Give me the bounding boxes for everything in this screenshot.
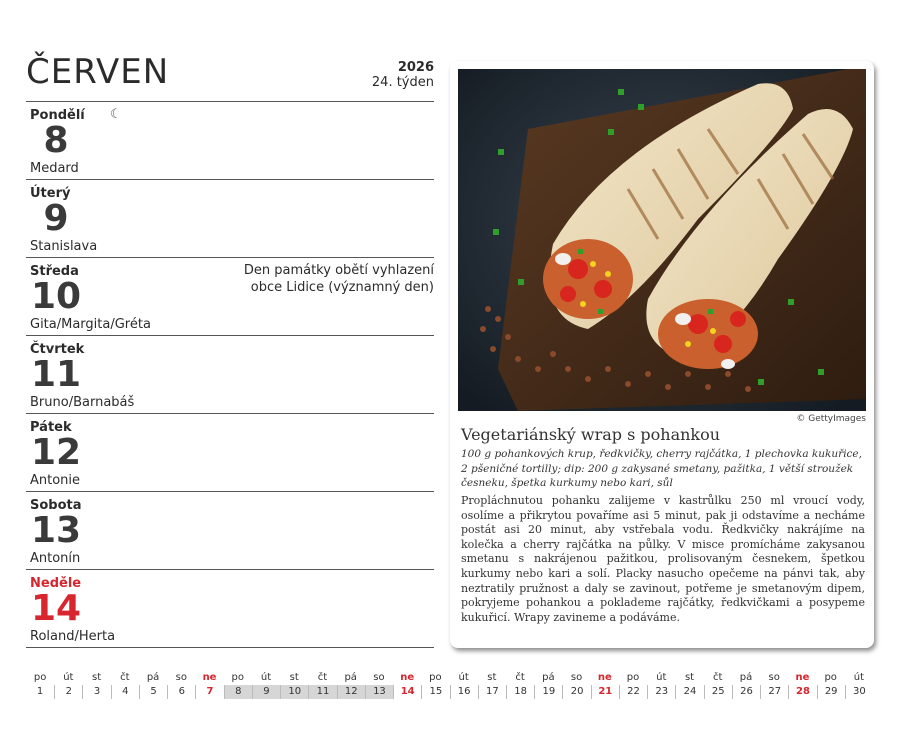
- day-name: Středa: [30, 264, 79, 279]
- mini-calendar-date: 26: [732, 685, 760, 699]
- nameday: Bruno/Barnabáš: [30, 395, 135, 410]
- mini-calendar-date: 10: [280, 685, 308, 699]
- mini-calendar-day: [562, 671, 590, 701]
- recipe-photo: [458, 69, 866, 411]
- mini-calendar-date: 30: [845, 685, 873, 699]
- day-row-wednesday: [26, 257, 434, 335]
- mini-calendar-weekday: st: [92, 672, 102, 683]
- nameday: Gita/Margita/Gréta: [30, 317, 151, 332]
- mini-calendar-date: 29: [817, 685, 845, 699]
- month-title: ČERVEN: [26, 52, 170, 92]
- mini-calendar-weekday: ne: [202, 672, 217, 683]
- mini-calendar-date: 18: [506, 685, 534, 699]
- recipe-ingredients: 100 g pohankových krup, ředkvičky, cherry rajčátka, 1 plechovka kukuřice, 2 pšeničné tortilly; dip: 200 g zakysané smetany, pažitka, 1 větší stroužek česneku, špetka kurkumy nebo kari, sůl: [461, 448, 862, 489]
- mini-calendar-date: 15: [421, 685, 449, 699]
- mini-calendar-day: [26, 671, 54, 701]
- day-list: [26, 101, 434, 647]
- mini-calendar-weekday: út: [656, 672, 667, 683]
- nameday: Antonín: [30, 551, 81, 566]
- mini-calendar-weekday: čt: [120, 672, 130, 683]
- mini-calendar-weekday: st: [289, 672, 299, 683]
- day-row-sunday: [26, 569, 434, 647]
- nameday: Medard: [30, 161, 79, 176]
- mini-calendar-date: 11: [308, 685, 336, 699]
- day-row-monday: [26, 101, 434, 179]
- mini-calendar-date: 12: [337, 685, 365, 699]
- mini-calendar-day: [111, 671, 139, 701]
- recipe-card: [450, 61, 874, 648]
- mini-calendar-date: 7: [195, 685, 223, 699]
- mini-calendar: [26, 671, 873, 701]
- mini-calendar-weekday: st: [487, 672, 497, 683]
- mini-calendar-weekday: so: [373, 672, 385, 683]
- mini-calendar-day: [845, 671, 873, 701]
- mini-calendar-day: [252, 671, 280, 701]
- mini-calendar-day: [82, 671, 110, 701]
- day-number: 12: [30, 432, 82, 473]
- day-row-thursday: [26, 335, 434, 413]
- mini-calendar-day: [280, 671, 308, 701]
- mini-calendar-day: [478, 671, 506, 701]
- mini-calendar-day: [421, 671, 449, 701]
- mini-calendar-date: 27: [760, 685, 788, 699]
- nameday: Stanislava: [30, 239, 98, 254]
- year-label: 2026: [397, 60, 434, 75]
- mini-calendar-date: 14: [393, 685, 421, 699]
- day-number: 14: [30, 588, 82, 629]
- mini-calendar-day: [506, 671, 534, 701]
- day-number: 10: [30, 276, 82, 317]
- mini-calendar-day: [534, 671, 562, 701]
- day-name: Pátek: [30, 420, 72, 435]
- mini-calendar-day: [732, 671, 760, 701]
- mini-calendar-weekday: ne: [795, 672, 810, 683]
- moon-phase-icon: ☾: [110, 107, 122, 122]
- divider: [26, 647, 434, 648]
- mini-calendar-date: 3: [82, 685, 110, 699]
- mini-calendar-day: [591, 671, 619, 701]
- day-number: 13: [30, 510, 82, 551]
- photo-credit: © GettyImages: [796, 414, 866, 424]
- mini-calendar-weekday: út: [63, 672, 74, 683]
- mini-calendar-date: 28: [788, 685, 816, 699]
- mini-calendar-day: [167, 671, 195, 701]
- recipe-method: Propláchnutou pohanku zalijeme v kastrůlku 250 ml vroucí vody, osolíme a přikrytou povaříme asi 5 minut, pak ji odstavíme a necháme postát asi 20 minut, aby vstřebala vodu. Ředkvičky nakrájíme na kolečka a cherry rajčátka na půlky. V misce promícháme zakysanou smetanu s nakrájenou pažitkou, prolisovaným česnekem, špetkou kurkumy nebo kari a solí. Placky nasucho opečeme na pánvi tak, aby neztratily pružnost a daly se zavinout, potřeme je smetanovým dipem, pokryjeme pohankou a poklademe rajčátky, ředkvičkami a posypeme kukuřicí. Wrapy zavineme a podáváme.: [461, 494, 865, 624]
- mini-calendar-weekday: út: [458, 672, 469, 683]
- mini-calendar-date: 23: [647, 685, 675, 699]
- day-row-tuesday: [26, 179, 434, 257]
- mini-calendar-date: 19: [534, 685, 562, 699]
- day-name: Úterý: [30, 186, 71, 201]
- mini-calendar-day: [195, 671, 223, 701]
- mini-calendar-weekday: út: [853, 672, 865, 683]
- mini-calendar-date: 2: [54, 685, 82, 699]
- mini-calendar-day: [647, 671, 675, 701]
- mini-calendar-weekday: čt: [317, 672, 328, 683]
- day-name: Čtvrtek: [30, 342, 85, 357]
- mini-calendar-weekday: po: [33, 672, 47, 683]
- mini-calendar-weekday: čt: [515, 672, 525, 683]
- day-number: 11: [30, 354, 82, 395]
- mini-calendar-weekday: pá: [542, 672, 555, 683]
- mini-calendar-weekday: so: [768, 672, 780, 683]
- mini-calendar-weekday: po: [429, 672, 442, 683]
- mini-calendar-date: 8: [224, 685, 252, 699]
- mini-calendar-weekday: so: [175, 672, 187, 683]
- mini-calendar-date: 1: [36, 686, 44, 697]
- mini-calendar-day: [308, 671, 336, 701]
- mini-calendar-weekday: so: [570, 672, 583, 683]
- mini-calendar-date: 20: [562, 685, 590, 699]
- week-label: 24. týden: [371, 75, 434, 90]
- mini-calendar-date: 24: [675, 685, 703, 699]
- mini-calendar-weekday: út: [260, 672, 272, 683]
- mini-calendar-day: [393, 671, 421, 701]
- mini-calendar-weekday: st: [684, 672, 695, 683]
- day-number: 9: [43, 198, 69, 239]
- day-row-saturday: [26, 491, 434, 569]
- mini-calendar-day: [224, 671, 252, 701]
- day-name: Sobota: [30, 498, 82, 513]
- mini-calendar-date: 25: [704, 685, 732, 699]
- mini-calendar-date: 22: [619, 685, 647, 699]
- mini-calendar-weekday: po: [626, 672, 640, 683]
- mini-calendar-weekday: ne: [597, 672, 612, 683]
- mini-calendar-weekday: po: [824, 672, 837, 683]
- mini-calendar-weekday: ne: [400, 672, 415, 683]
- mini-calendar-day: [365, 671, 393, 701]
- mini-calendar-day: [450, 671, 478, 701]
- mini-calendar-day: [337, 671, 365, 701]
- day-name: Neděle: [30, 576, 82, 591]
- mini-calendar-day: [54, 671, 82, 701]
- mini-calendar-day: [139, 671, 167, 701]
- mini-calendar-weekday: čt: [713, 672, 723, 683]
- day-number: 8: [43, 120, 69, 161]
- mini-calendar-day: [675, 671, 703, 701]
- mini-calendar-date: 9: [252, 685, 280, 699]
- mini-calendar-day: [619, 671, 647, 701]
- mini-calendar-date: 13: [365, 685, 393, 699]
- day-row-friday: [26, 413, 434, 491]
- mini-calendar-weekday: pá: [739, 672, 753, 683]
- mini-calendar-date: 16: [450, 685, 478, 699]
- mini-calendar-weekday: po: [231, 672, 244, 683]
- recipe-title: Vegetariánský wrap s pohankou: [461, 425, 721, 444]
- mini-calendar-day: [817, 671, 845, 701]
- mini-calendar-date: 6: [167, 685, 195, 699]
- mini-calendar-date: 21: [591, 685, 619, 699]
- nameday: Roland/Herta: [30, 629, 116, 644]
- day-note: Den památky obětí vyhlazení obce Lidice (významný den): [243, 263, 434, 295]
- mini-calendar-day: [788, 671, 816, 701]
- mini-calendar-day: [704, 671, 732, 701]
- mini-calendar-weekday: pá: [146, 672, 160, 683]
- day-name: Pondělí: [30, 108, 85, 123]
- mini-calendar-weekday: pá: [344, 672, 357, 683]
- mini-calendar-date: 5: [139, 685, 167, 699]
- mini-calendar-date: 4: [111, 685, 139, 699]
- mini-calendar-day: [760, 671, 788, 701]
- mini-calendar-date: 17: [478, 685, 506, 699]
- nameday: Antonie: [30, 473, 81, 488]
